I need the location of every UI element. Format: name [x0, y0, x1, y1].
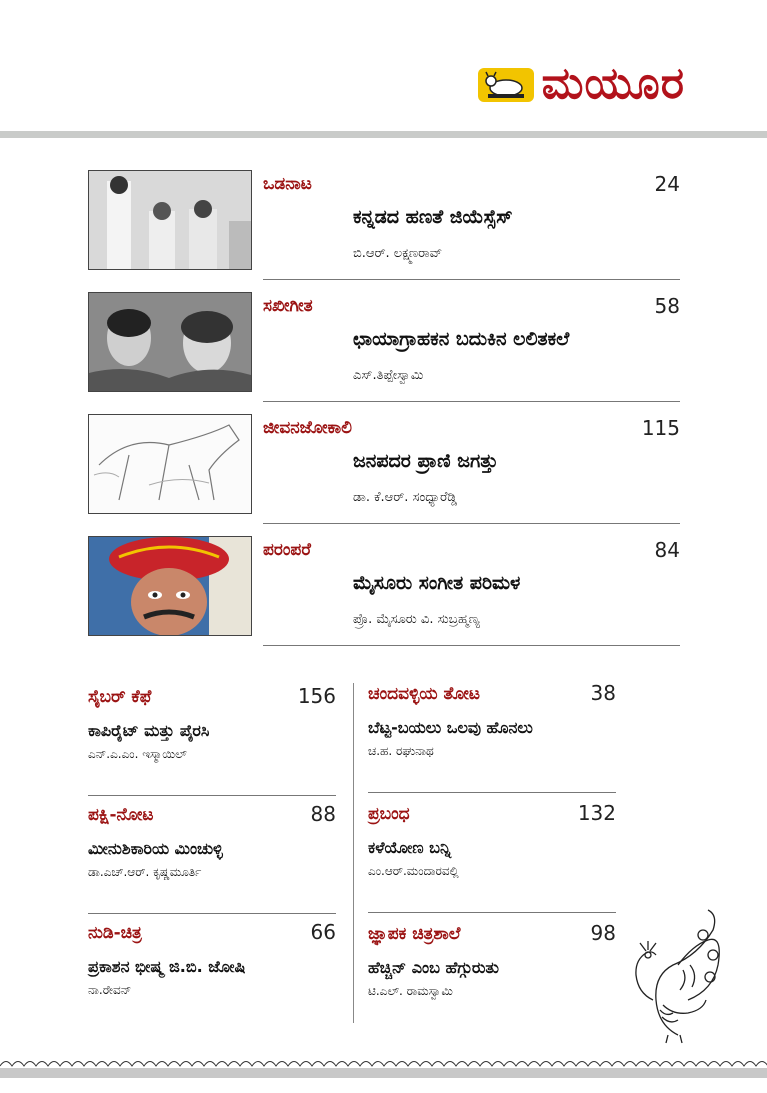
row-divider	[368, 792, 616, 793]
item-title: ಕಾಪಿರೈಟ್ ಮತ್ತು ಪೈರಸಿ	[88, 721, 210, 740]
item-page-number: 156	[297, 684, 336, 708]
item-category: ಜ್ಞಾಪಕ ಚಿತ್ರಶಾಲೆ	[368, 924, 461, 944]
item-author: ಡಾ.ಎಚ್.ಆರ್. ಕೃಷ್ಣಮೂರ್ತಿ	[88, 865, 202, 879]
column-divider	[353, 683, 354, 1023]
feature-category: ಪರಂಪರೆ	[263, 540, 311, 560]
list-item[interactable]	[88, 920, 336, 1033]
item-author: ಎಂ.ಆರ್.ಮಂದಾರವಲ್ಲಿ	[368, 864, 459, 878]
row-divider	[88, 913, 336, 914]
row-divider	[263, 279, 680, 280]
item-author: ಎನ್.ಎ.ಎಂ. ಇಸ್ಮಾಯಿಲ್	[88, 747, 187, 761]
feature-row[interactable]	[88, 536, 680, 646]
feature-page-number: 84	[654, 538, 680, 562]
feature-row[interactable]	[88, 292, 680, 402]
peacock-illustration-icon	[618, 905, 728, 1045]
item-category: ಪಕ್ಷಿ-ನೋಟ	[88, 805, 154, 825]
feature-author: ಬಿ.ಆರ್. ಲಕ್ಷ್ಮಣರಾವ್	[353, 246, 443, 261]
feature-category: ಜೀವನಜೋಕಾಲಿ	[263, 418, 353, 438]
item-author: ಚ.ಹ. ರಘುನಾಥ	[368, 744, 434, 758]
feature-row[interactable]	[88, 170, 680, 280]
item-title: ಹೆಚ್ಚಿನ್ ಎಂಬ ಹೆಗ್ಗುರುತು	[368, 958, 499, 977]
item-page-number: 98	[590, 921, 616, 945]
item-title: ಕಳೆಯೋಣ ಬನ್ನಿ	[368, 838, 451, 857]
item-page-number: 38	[590, 681, 616, 705]
item-category: ಪ್ರಬಂಧ	[368, 804, 410, 824]
list-item[interactable]	[368, 681, 616, 794]
list-item[interactable]	[368, 921, 616, 1034]
feature-thumbnail-photo	[88, 170, 252, 270]
row-divider	[263, 401, 680, 402]
feature-category: ಸಖೀಗೀತ	[263, 296, 313, 316]
masthead	[0, 0, 767, 140]
row-divider	[368, 912, 616, 913]
feature-author: ಪ್ರೊ. ಮೈಸೂರು ವಿ. ಸುಬ್ರಹ್ಮಣ್ಯ	[353, 612, 480, 627]
feature-row[interactable]	[88, 414, 680, 524]
nandi-bull-icon	[478, 64, 534, 104]
item-author: ನಾ.ರೇವನ್	[88, 983, 132, 997]
row-divider	[263, 645, 680, 646]
item-category: ನುಡಿ-ಚಿತ್ರ	[88, 923, 142, 943]
feature-thumbnail-photo	[88, 292, 252, 392]
magazine-logo	[478, 58, 685, 109]
feature-page-number: 115	[641, 416, 680, 440]
item-title: ಬೆಟ್ಟ-ಬಯಲು ಒಲವು ಹೊನಲು	[368, 718, 533, 737]
decorative-border	[0, 1052, 767, 1082]
item-title: ಮೀನುಶಿಕಾರಿಯ ಮಿಂಚುಳ್ಳಿ	[88, 839, 223, 858]
feature-page-number: 58	[654, 294, 680, 318]
item-page-number: 132	[577, 801, 616, 825]
list-item[interactable]	[88, 802, 336, 915]
row-divider	[263, 523, 680, 524]
list-item[interactable]	[368, 801, 616, 914]
feature-category: ಒಡನಾಟ	[263, 174, 312, 194]
feature-author: ಡಾ. ಕೆ.ಆರ್. ಸಂಧ್ಯಾರೆಡ್ಡಿ	[353, 490, 458, 505]
row-divider	[88, 795, 336, 796]
feature-page-number: 24	[654, 172, 680, 196]
header-rule	[0, 131, 767, 138]
feature-title: ಕನ್ನಡದ ಹಣತೆ ಜಿಯೆಸ್ಸೆಸ್	[353, 206, 513, 228]
magazine-name: ಮಯೂರ	[541, 58, 685, 109]
item-page-number: 66	[310, 920, 336, 944]
item-page-number: 88	[310, 802, 336, 826]
feature-author: ಎಸ್.ತಿಪ್ಪೇಸ್ವಾಮಿ	[353, 368, 424, 383]
feature-title: ಮೈಸೂರು ಸಂಗೀತ ಪರಿಮಳ	[353, 572, 521, 594]
list-item[interactable]	[88, 684, 336, 797]
feature-title: ಜನಪದರ ಪ್ರಾಣಿ ಜಗತ್ತು	[353, 450, 499, 472]
feature-thumbnail-painting	[88, 536, 252, 636]
item-category: ಚಂದವಳ್ಳಿಯ ತೋಟ	[368, 684, 481, 704]
feature-thumbnail-drawing	[88, 414, 252, 514]
item-title: ಪ್ರಕಾಶನ ಭೀಷ್ಮ ಜಿ.ಬಿ. ಜೋಷಿ	[88, 957, 246, 976]
item-category: ಸೈಬರ್ ಕೆಫೆ	[88, 687, 152, 707]
feature-title: ಛಾಯಾಗ್ರಾಹಕನ ಬದುಕಿನ ಲಲಿತಕಲೆ	[353, 328, 570, 350]
item-author: ಟಿ.ಎಲ್. ರಾಮಸ್ವಾಮಿ	[368, 984, 453, 998]
